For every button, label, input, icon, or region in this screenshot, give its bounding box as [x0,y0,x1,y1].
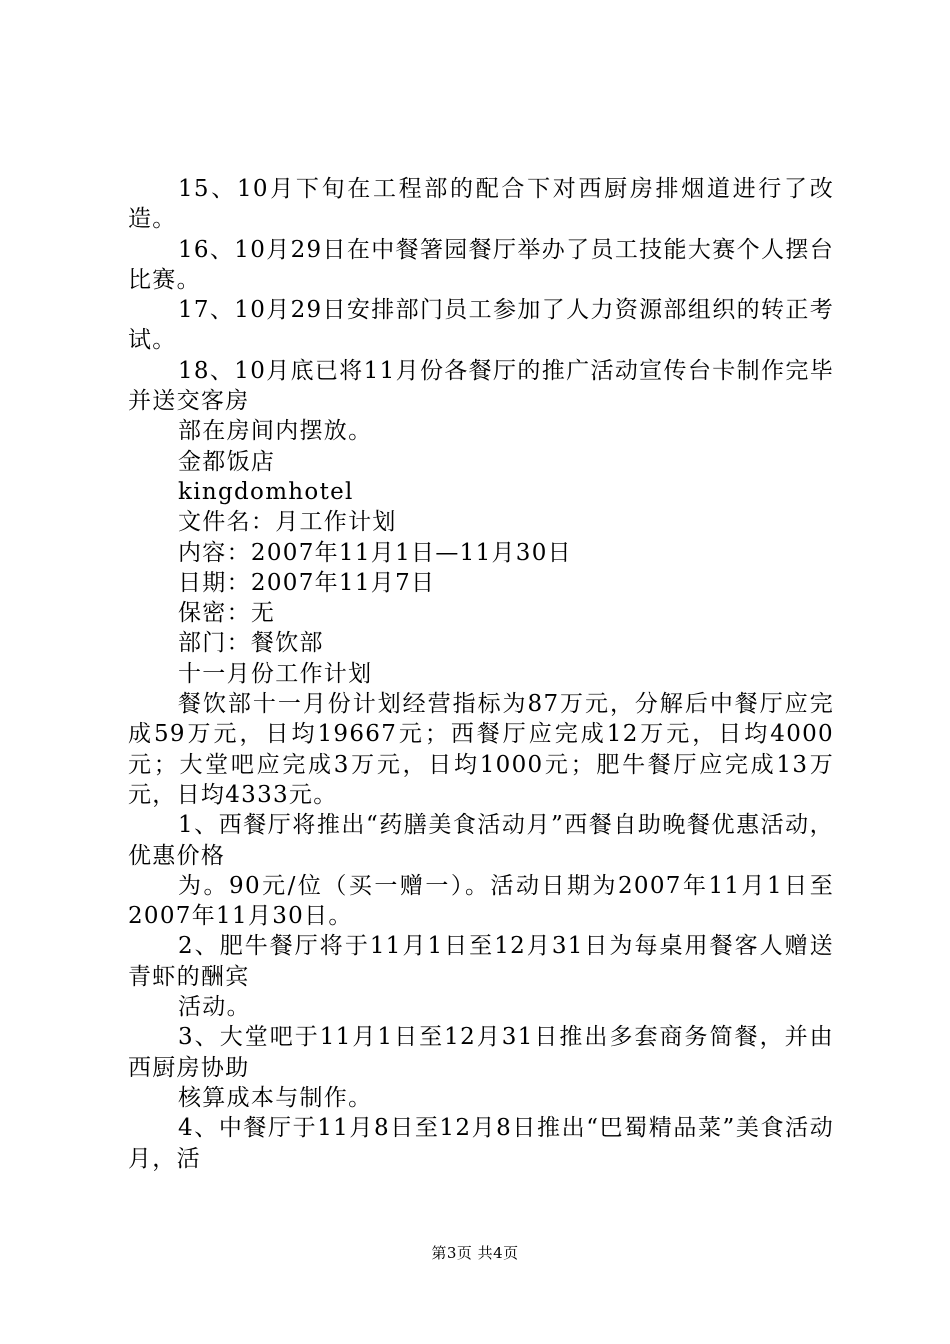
plan-item-2-continuation: 活动。 [178,994,251,1021]
plan-item-4: 4、中餐厅于11月8日至12月8日推出“巴蜀精品菜”美食活动月，活 [128,1115,834,1172]
hotel-name-english: kingdomhotel [178,478,354,505]
plan-item-3: 3、大堂吧于11月1日至12月31日推出多套商务简餐，并由西厨房协助 [128,1024,834,1081]
date-line: 日期：2007年11月7日 [178,569,436,596]
paragraph-item-18: 18、10月底已将11月份各餐厅的推广活动宣传台卡制作完毕并送交客房 [128,357,834,415]
paragraph-continuation: 部在房间内摆放。 [178,418,373,445]
page-footer: 第3页 共4页 [431,1244,519,1262]
paragraph-item-17: 17、10月29日安排部门员工参加了人力资源部组织的转正考试。 [128,297,834,354]
plan-item-1: 1、西餐厅将推出“药膳美食活动月”西餐自助晚餐优惠活动，优惠价格 [128,812,834,869]
document-body [128,174,834,1174]
plan-item-3-continuation: 核算成本与制作。 [178,1084,373,1111]
plan-title: 十一月份工作计划 [178,660,373,687]
file-name-line: 文件名：月工作计划 [178,509,397,536]
paragraph-item-16: 16、10月29日在中餐箸园餐厅举办了员工技能大赛个人摆台比赛。 [128,236,834,293]
hotel-name: 金都饭店 [178,448,276,475]
plan-item-2: 2、肥牛餐厅将于11月1日至12月31日为每桌用餐客人赠送青虾的酬宾 [128,933,834,990]
department-line: 部门：餐饮部 [178,630,324,657]
paragraph-item-15: 15、10月下旬在工程部的配合下对西厨房排烟道进行了改造。 [128,176,834,233]
content-line: 内容：2007年11月1日—11月30日 [178,539,572,566]
targets-paragraph: 餐饮部十一月份计划经营指标为87万元，分解后中餐厅应完成59万元，日均19667元；西餐厅应完成12万元，日均4000元；大堂吧应完成3万元，日均1000元；肥牛餐厅应完成13万元，日均4333元。 [128,691,834,808]
plan-item-1-continuation: 为。90元/位（买一赠一）。活动日期为2007年11月1日至2007年11月30日。 [128,872,834,930]
confidential-line: 保密：无 [178,600,276,627]
